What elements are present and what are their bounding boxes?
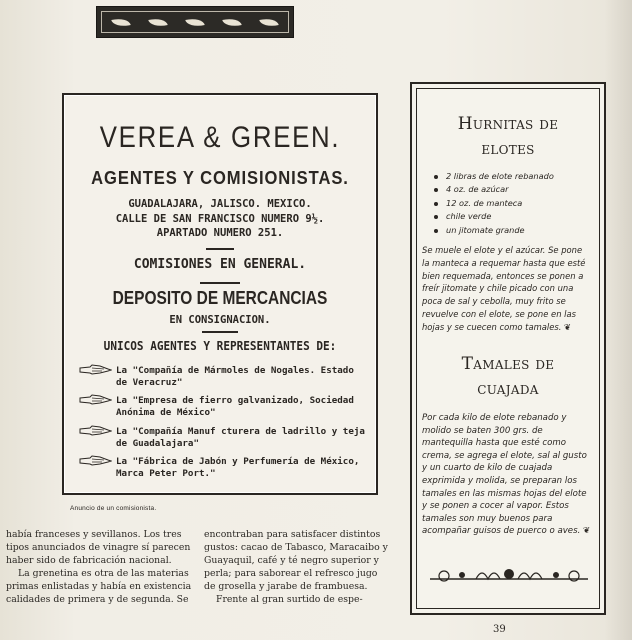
ad-subtitle: AGENTES Y COMISIONISTAS.: [91, 168, 349, 188]
paragraph: La grenetina es otra de las materias primas enlistadas y había en existencia calidades de primera y de segunda. Se: [6, 568, 192, 605]
body-column-1: [6, 528, 192, 606]
recipe-1-instructions: Se muele el elote y el azúcar. Se pone la manteca a requemar hasta que esté bien requemada, entonces se ponen a freír jitomate y chile picado con una poca de sal y cebolla, muy frito se revuelve con el elote, se pone en las hojas y se cuecen como tamales. ❦: [422, 245, 586, 332]
paragraph: encontraban para satisfacer distintos gustos: cacao de Tabasco, Maracaibo y Guayaquil, café y té negro superior y perla; para saborear el refresco jugo de grosella y jarabe de frambuesa.: [204, 529, 388, 592]
ad-title: VEREA & GREEN.: [99, 121, 341, 154]
pointing-hand-icon: [78, 364, 112, 376]
ad-address-1: GUADALAJARA, JALISCO. MEXICO.: [128, 198, 312, 210]
recipe-2-title: Tamales de: [461, 354, 555, 374]
divider: [206, 248, 234, 250]
list-item: 2 libras de elote rebanado: [434, 170, 604, 183]
divider: [202, 331, 238, 333]
ad-address-2: CALLE DE SAN FRANCISCO NUMERO 9½.: [115, 213, 325, 225]
top-ornament: [96, 6, 294, 38]
list-item: 12 oz. de manteca: [434, 197, 604, 210]
pointing-hand-icon: [78, 394, 112, 406]
ad-caption: Anuncio de un comisionista.: [70, 505, 157, 512]
recipe-1-title: Hurnitas de: [457, 114, 559, 134]
recipe-1-title-line-2: elotes: [481, 139, 535, 159]
ad-commissions: COMISIONES EN GENERAL.: [133, 257, 307, 272]
ad-consignment: EN CONSIGNACION.: [169, 314, 271, 326]
ad-address-3: APARTADO NUMERO 251.: [156, 227, 284, 239]
recipe-box: [410, 82, 606, 615]
ad-deposit: DEPOSITO DE MERCANCIAS: [112, 288, 328, 308]
body-column-2: [204, 528, 390, 606]
list-item: un jitomate grande: [434, 224, 604, 237]
list-item: 4 oz. de azúcar: [434, 183, 604, 196]
pointing-hand-icon: [78, 425, 112, 437]
paragraph: Frente al gran surtido de espe-: [216, 594, 363, 605]
page-number: 39: [493, 624, 506, 635]
pointing-hand-icon: [78, 455, 112, 467]
recipe-2-instructions: Por cada kilo de elote rebanado y molido se baten 300 grs. de mantequilla hasta que esté como crema, se agrega el elote, sal al gusto y un cuarto de kilo de cuajada exprimida y molida, se preparan los tamales en las mismas hojas del elote y se ponen a cocer al vapor. Estos tamales son muy buenos para acompañar guisos de puerco o aves. ❦: [422, 413, 591, 537]
ad-agents-heading: UNICOS AGENTES Y REPRESENTANTES DE:: [103, 339, 337, 353]
paragraph: había franceses y sevillanos. Los tres tipos anunciados de vinagre sí parecen haber sido de fabricación nacional.: [6, 529, 191, 566]
list-item: chile verde: [434, 210, 604, 223]
floral-ornament-icon: [428, 565, 590, 587]
advertisement: VEREA & GREEN. AGENTES Y COMISIONISTAS. GUADALAJARA, JALISCO. MEXICO. CALLE DE SAN FRANCISCO NUMERO 9½. APARTADO NUMERO 251. COMISIONES EN GENERAL. DEPOSITO DE MERCANCIAS EN CONSIGNACION. UNICOS AGENTES Y REPRESENTANTES DE: La "Compañía de Mármoles de Nogales. Estado de Veracruz" La "Empresa de fierro galvanizado, Sociedad Anónima de México" La "Compañía Manuf cturera de ladrillo y teja de Guadalajara" La "Fábrica de Jabón y Perfumería de México, Marca Peter Port.": [62, 93, 378, 495]
recipe-1-ingredients: [434, 170, 604, 237]
recipe-2-title-line-2: cuajada: [477, 379, 539, 399]
divider: [200, 282, 240, 284]
